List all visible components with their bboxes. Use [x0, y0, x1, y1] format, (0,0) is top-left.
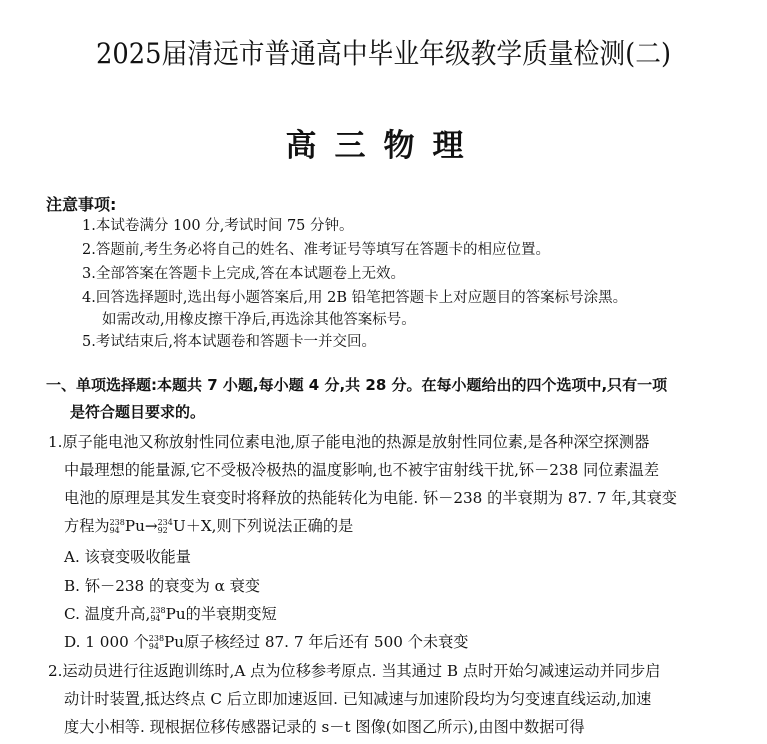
u-atomic-number: 92 [157, 526, 168, 535]
pu-mass-number: 238 [109, 518, 125, 527]
nuclide-pu-d [149, 632, 184, 652]
notice-item-4: 4.回答选择题时,选出每小题答案后,用 2B 铅笔把答题卡上对应题目的答案标号涂黑。 [82, 290, 628, 306]
option-d-prefix: D. 1 000 个 [64, 633, 149, 651]
notice-item-1: 1.本试卷满分 100 分,考试时间 75 分钟。 [82, 218, 354, 234]
pu-symbol: Pu [164, 633, 185, 651]
notice-item-2: 2.答题前,考生务必将自己的姓名、准考证号等填写在答题卡的相应位置。 [82, 242, 550, 258]
option-d [64, 632, 468, 652]
pu-atomic-number: 94 [148, 642, 159, 651]
question-1-line-1: 1.原子能电池又称放射性同位素电池,原子能电池的热源是放射性同位素,是各种深空探测器 [48, 433, 650, 451]
section-heading: 一、单项选择题:本题共 7 小题,每小题 4 分,共 28 分。在每小题给出的四个选项中,只有一项 [46, 376, 668, 394]
question-1-line-2: 中最理想的能量源,它不受极冷极热的温度影响,也不被宇宙射线干扰,钚－238 同位素温差 [64, 461, 660, 479]
exam-title: 2025届清远市普通高中毕业年级教学质量检测(二) [95, 37, 672, 70]
equation-prefix: 方程为 [64, 517, 110, 535]
question-2-line-1: 2.运动员进行往返跑训练时,A 点为位移参考原点. 当其通过 B 点时开始匀减速运动并同步启 [48, 662, 661, 680]
notice-item-4-continued: 如需改动,用橡皮擦干净后,再选涂其他答案标号。 [102, 312, 416, 328]
pu-atomic-number: 94 [109, 526, 120, 535]
pu-mass-number: 238 [148, 634, 165, 643]
option-c [64, 604, 277, 624]
nuclide-pu-c [150, 604, 185, 624]
option-b: B. 钚－238 的衰变为 α 衰变 [64, 577, 261, 595]
u-symbol: U [172, 517, 186, 535]
notice-heading: 注意事项: [46, 195, 117, 214]
u-mass-number: 234 [157, 518, 173, 527]
pu-symbol: Pu [124, 517, 145, 535]
nuclide-pu [110, 516, 145, 536]
notice-item-5: 5.考试结束后,将本试题卷和答题卡一并交回。 [82, 334, 376, 350]
option-c-suffix: 的半衰期变短 [185, 605, 277, 623]
question-2-line-3: 度大小相等. 现根据位移传感器记录的 s－t 图像(如图乙所示),由图中数据可得 [64, 718, 585, 736]
equation-suffix: ＋X,则下列说法正确的是 [185, 517, 354, 535]
question-1-line-3: 电池的原理是其发生衰变时将释放的热能转化为电能. 钚－238 的半衰期为 87. 7 年,其衰变 [64, 489, 677, 507]
pu-mass-number: 238 [150, 606, 166, 615]
pu-atomic-number: 94 [150, 614, 161, 623]
subject-title: 高三物理 [285, 128, 482, 164]
option-d-suffix: 原子核经过 87. 7 年后还有 500 个未衰变 [184, 633, 469, 651]
question-1-equation [64, 516, 353, 536]
pu-symbol: Pu [165, 605, 186, 623]
option-a: A. 该衰变吸收能量 [64, 548, 191, 566]
question-2-line-2: 动计时装置,抵达终点 C 后立即加速返回. 已知减速与加速阶段均为匀变速直线运动,加速 [64, 690, 652, 708]
nuclide-u [158, 516, 186, 536]
arrow-symbol: → [144, 517, 158, 535]
notice-item-3: 3.全部答案在答题卡上完成,答在本试题卷上无效。 [82, 266, 405, 282]
option-c-prefix: C. 温度升高, [64, 605, 151, 623]
section-heading-continued: 是符合题目要求的。 [70, 403, 206, 421]
